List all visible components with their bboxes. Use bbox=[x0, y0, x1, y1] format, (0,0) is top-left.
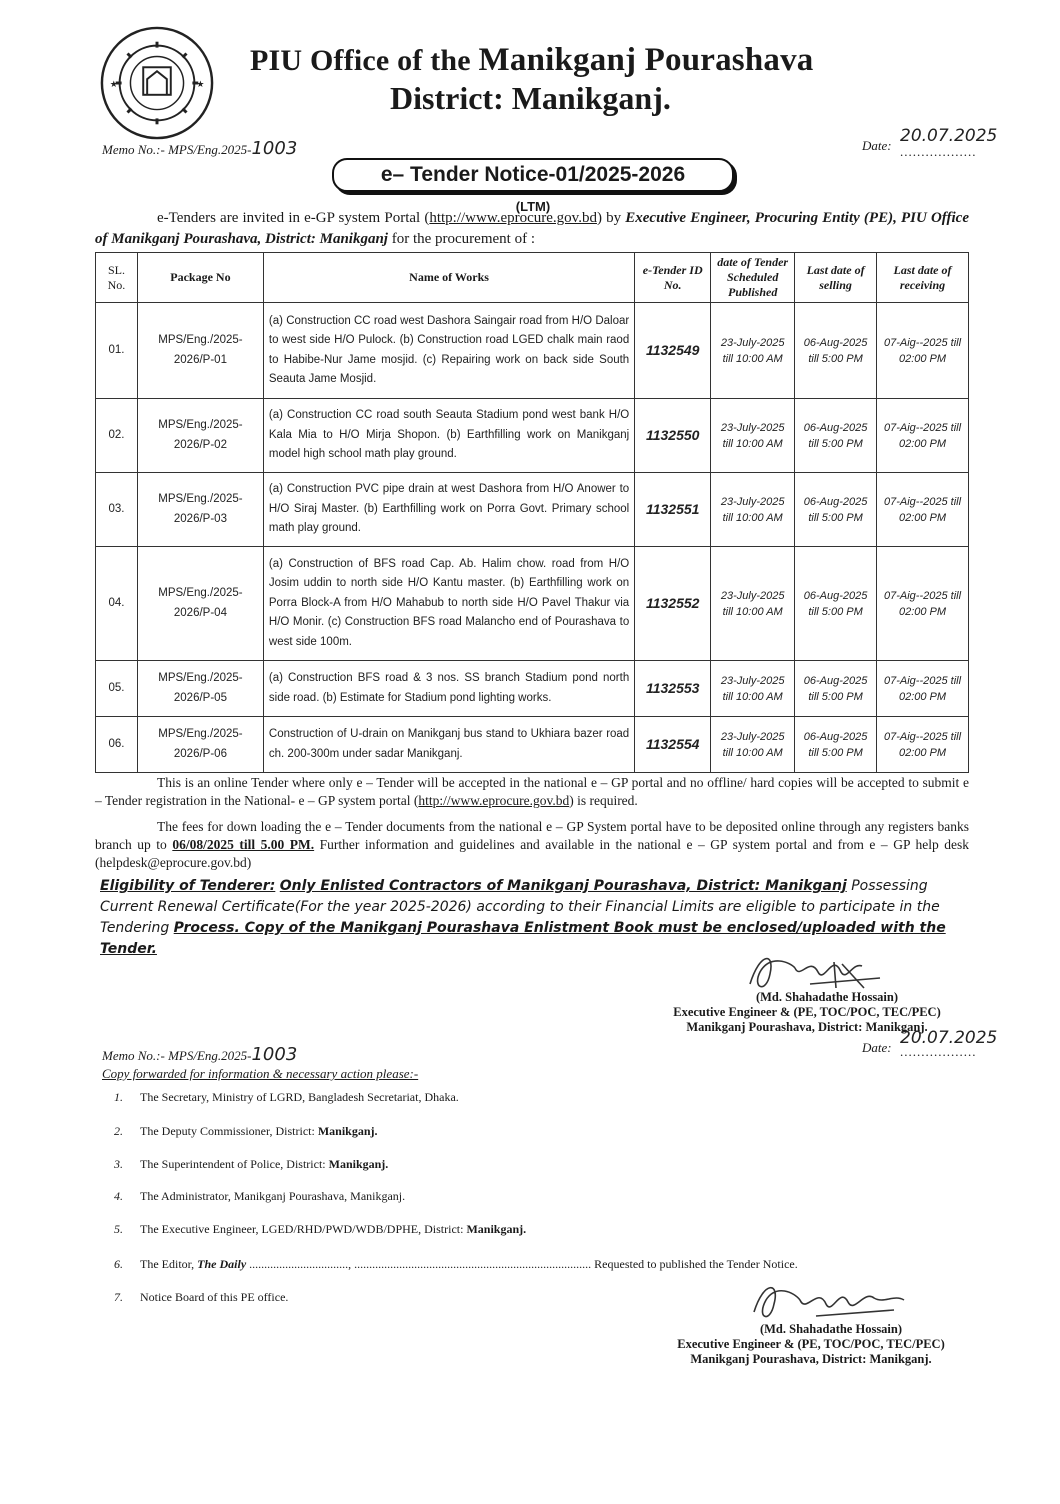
table-row: 05. MPS/Eng./2025-2026/P-05 (a) Construction BFS road & 3 nos. SS branch Stadium pond north side road. (b) Estimate for Stadium pond lighting works. 1132553 23-July-2025 till 10:00 AM 06-Aug-2025 till 5:00 PM 07-Aig--2025 till 02:00 PM bbox=[96, 661, 969, 717]
fees-paragraph: The fees for down loading the e – Tender documents from the national e – GP System portal have to be deposited online through any registers banks branch up to 06/08/2025 till 5.00 PM. Further information and guidelines and available in the national e – GP system portal and from e – GP help desk (helpdesk@eprocure.gov.bd) bbox=[95, 819, 969, 870]
office-title: PIU Office of the Manikganj Pourashava bbox=[250, 42, 814, 78]
district-title: District: Manikganj. bbox=[390, 80, 671, 116]
col-published: date of Tender Scheduled Published bbox=[711, 253, 795, 303]
col-selling: Last date of selling bbox=[795, 253, 877, 303]
signatory-block-1: (Md. Shahadathe Hossain) Executive Engineer & (PE, TOC/POC, TEC/PEC) Manikganj Pourashava, District: Manikganj. bbox=[673, 990, 941, 1034]
intro-paragraph: e-Tenders are invited in e-GP system Portal (http://www.eprocure.gov.bd) by Executive Engineer, Procuring Entity (PE), PIU Office of Manikganj Pourashava, District: Manikganj for the procurement of : bbox=[95, 210, 969, 247]
col-sl: SL. No. bbox=[96, 253, 138, 303]
copy-item: 3. The Superintendent of Police, District: Manikganj. bbox=[114, 1157, 389, 1171]
memo-date: Date: 20.07.2025 .................. bbox=[862, 126, 998, 159]
copy-item: 5. The Executive Engineer, LGED/RHD/PWD/WDB/DPHE, District: Manikganj. bbox=[114, 1222, 527, 1236]
eprocure-link[interactable]: http://www.eprocure.gov.bd bbox=[429, 210, 597, 226]
signatory-block-2: (Md. Shahadathe Hossain) Executive Engineer & (PE, TOC/POC, TEC/PEC) Manikganj Pourashava, District: Manikganj. bbox=[677, 1322, 945, 1366]
tender-table bbox=[95, 252, 969, 773]
copy-memo-date: Date: 20.07.2025 .................. bbox=[862, 1028, 998, 1059]
online-tender-paragraph: This is an online Tender where only e – Tender will be accepted in the national e – GP portal and no offline/ hard copies will be accepted to submit e – Tender registration in the National- e – GP system portal (http://www.eprocure.gov.bd) is required. bbox=[95, 775, 969, 808]
svg-text:★: ★ bbox=[196, 78, 205, 89]
col-receiving: Last date of receiving bbox=[877, 253, 969, 303]
svg-text:★: ★ bbox=[109, 78, 118, 89]
eligibility-section: Eligibility of Tenderer: Only Enlisted Contractors of Manikganj Pourashava, District: Manikganj Possessing Current Renewal Certificate(For the year 2025-2026) according to their Financial Limits are eligible to participate in the Tendering Process. Copy of the Manikganj Pourashava Enlistment Book must be enclosed/uploaded with the Tender. bbox=[100, 878, 946, 957]
copy-item: 6. The Editor, The Daily ................................., ............................................................................... Requested to published the Tender Notice. bbox=[114, 1257, 798, 1271]
col-works: Name of Works bbox=[263, 253, 634, 303]
copy-item: 4. The Administrator, Manikganj Pourashava, Manikganj. bbox=[114, 1189, 406, 1203]
helpdesk-email[interactable]: helpdesk@eprocure.gov.bd bbox=[99, 855, 247, 870]
memo-number: Memo No.:- MPS/Eng.2025-1003 bbox=[102, 138, 298, 159]
copy-item: 1. The Secretary, Ministry of LGRD, Bangladesh Secretariat, Dhaka. bbox=[114, 1090, 459, 1104]
notice-title-banner: e– Tender Notice-01/2025-2026 (LTM) bbox=[332, 158, 734, 192]
eprocure-link-2[interactable]: http://www.eprocure.gov.bd bbox=[418, 793, 570, 808]
table-row: 01. MPS/Eng./2025-2026/P-01 (a) Construction CC road west Dashora Saingair road from H/O Daloar to west side H/O Pulock. (b) Construction road LGED chalk main raod to Habibe-Nur Jame mosjid. (c) Repairing work on back side South Seauta Jame Mosjid. 1132549 23-July-2025 till 10:00 AM 06-Aug-2025 till 5:00 PM 07-Aig--2025 till 02:00 PM bbox=[96, 303, 969, 399]
col-package: Package No bbox=[137, 253, 263, 303]
copy-memo-number: Memo No.:- MPS/Eng.2025-1003 bbox=[102, 1044, 298, 1065]
pourashava-seal bbox=[98, 24, 216, 142]
col-tender-id: e-Tender ID No. bbox=[635, 253, 711, 303]
copy-item: 7. Notice Board of this PE office. bbox=[114, 1290, 289, 1304]
table-row: 04. MPS/Eng./2025-2026/P-04 (a) Construction of BFS road Cap. Ab. Halim chow. road from H/O Josim uddin to north side H/O Kantu master. (b) Earthfilling work on Porra Block-A from H/O Mahabub to north side H/O Pavel Thakur via H/O Monir. (c) Construction BFS road Malancho end of Pourashava to west side 100m. 1132552 23-July-2025 till 10:00 AM 06-Aug-2025 till 5:00 PM 07-Aig--2025 till 02:00 PM bbox=[96, 547, 969, 661]
table-row: 03. MPS/Eng./2025-2026/P-03 (a) Construction PVC pipe drain at west Dashora from H/O Anower to H/O Siraj Master. (b) Earthfilling work on Porra Govt. Primary school math play ground. 1132551 23-July-2025 till 10:00 AM 06-Aug-2025 till 5:00 PM 07-Aig--2025 till 02:00 PM bbox=[96, 473, 969, 547]
copy-heading: Copy forwarded for information & necessary action please:- bbox=[102, 1066, 419, 1081]
table-row: 02. MPS/Eng./2025-2026/P-02 (a) Construction CC road south Seauta Stadium pond west bank H/O Kala Mia to H/O Mirja Shopon. (b) Earthfilling work on Manikganj model high school math play ground. 1132550 23-July-2025 till 10:00 AM 06-Aug-2025 till 5:00 PM 07-Aig--2025 till 02:00 PM bbox=[96, 399, 969, 473]
copy-item: 2. The Deputy Commissioner, District: Manikganj. bbox=[114, 1124, 378, 1138]
table-row: 06. MPS/Eng./2025-2026/P-06 Construction of U-drain on Manikganj bus stand to Ukhiara bazer road ch. 200-300m under sadar Manikganj. 1132554 23-July-2025 till 10:00 AM 06-Aug-2025 till 5:00 PM 07-Aig--2025 till 02:00 PM bbox=[96, 717, 969, 773]
